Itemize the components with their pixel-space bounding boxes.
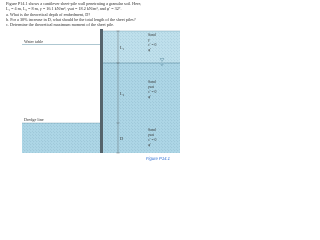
problem-part-a: a. What is the theoretical depth of embedment, D?	[6, 11, 91, 17]
sheet-pile-figure	[0, 0, 200, 164]
problem-part-c: c. Determine the theoretical maximum moment of the sheet pile.	[6, 22, 115, 28]
layer-1-unit-weight: γ	[148, 38, 150, 42]
layer-3-cohesion: c′ = 0	[148, 138, 157, 142]
water-table-label: Water table	[24, 39, 44, 44]
retained-soil-upper	[103, 31, 180, 63]
layer-2-unit-weight: γsat	[148, 85, 154, 89]
problem-line-1: Figure P14.1 shows a cantilever sheet-pile wall penetrating a granular soil. Here,	[6, 1, 142, 6]
layer-2-friction: φ′	[148, 95, 152, 99]
problem-part-b: b. For a 30% increase in D, what should be the total length of the sheet piles?	[6, 16, 136, 22]
layer-1-soil: Sand	[148, 33, 156, 37]
problem-line-2: L₁ = 4 m, L₂ = 8 m, γ = 16.1 kN/m³, γsat = 18.2 kN/m³, and φ′ = 32°.	[6, 6, 122, 12]
dim-D-label: D	[120, 136, 124, 141]
layer-2-cohesion: c′ = 0	[148, 90, 157, 94]
dim-L2-label: L₂	[120, 91, 125, 96]
sheet-pile-wall	[100, 29, 103, 153]
layer-3-soil: Sand	[148, 128, 156, 132]
dim-L1-label: L₁	[120, 45, 125, 50]
figure-caption: Figure P14.1	[146, 156, 170, 161]
layer-1-cohesion: c′ = 0	[148, 43, 157, 47]
layer-3-unit-weight: γsat	[148, 133, 154, 137]
layer-3-friction: φ′	[148, 143, 152, 147]
dredge-line-label: Dredge line	[24, 117, 44, 122]
embedded-soil-right	[103, 123, 180, 153]
retained-soil-lower	[103, 63, 180, 123]
layer-2-soil: Sand	[148, 80, 156, 84]
embedded-soil-left	[22, 123, 100, 153]
layer-1-friction: φ′	[148, 48, 152, 52]
